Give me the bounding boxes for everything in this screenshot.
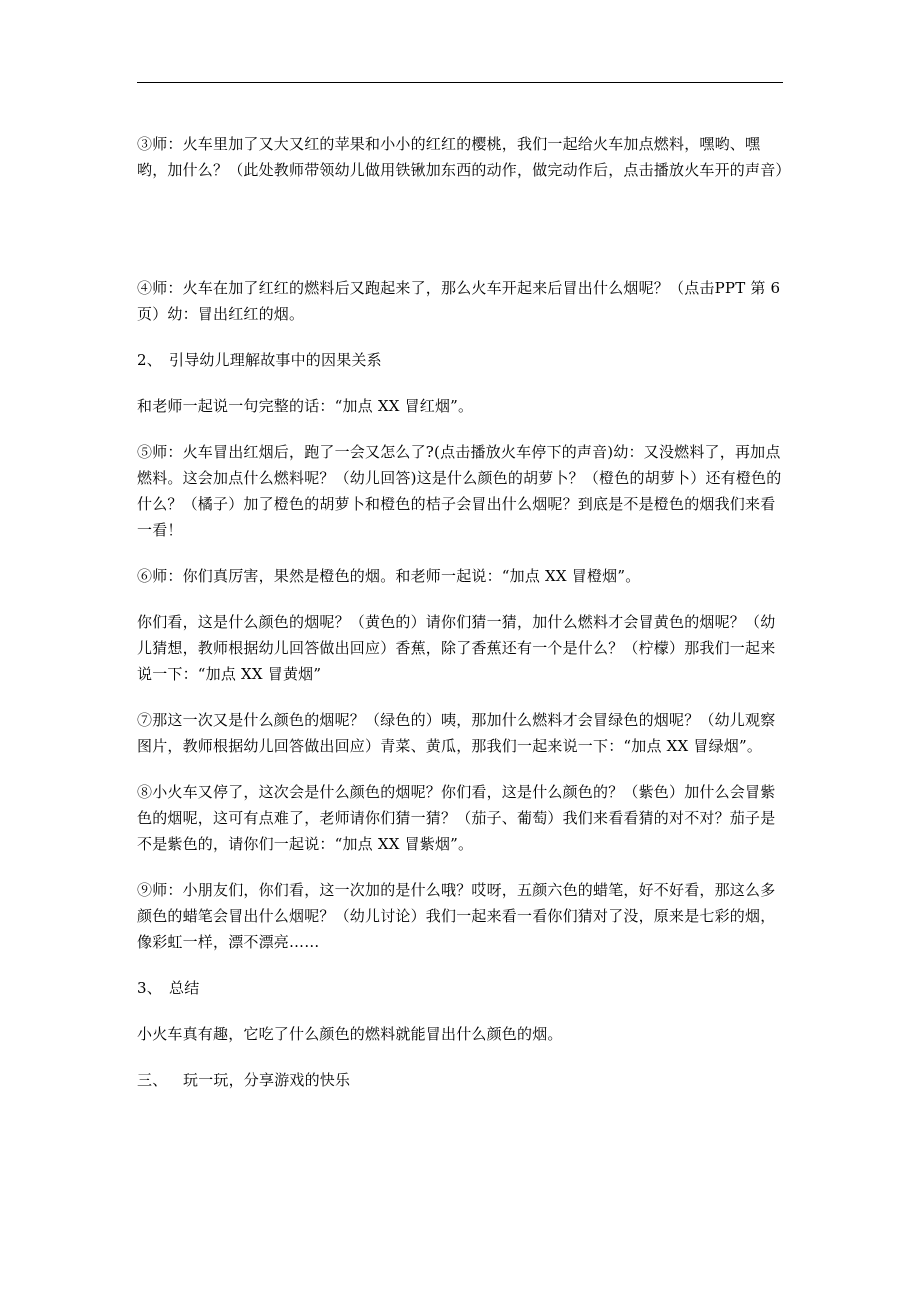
- section-heading-text: 总结: [169, 979, 200, 997]
- paragraph-step-5: ⑤师：火车冒出红烟后，跑了一会又怎么了?(点击播放火车停下的声音)幼：又没燃料了，再加点燃料。这会加点什么燃料呢？（幼儿回答)这是什么颜色的胡萝卜？（橙色的胡萝卜）还有橙色的什么？（橘子）加了橙色的胡萝卜和橙色的桔子会冒出什么烟呢？到底是不是橙色的烟我们来看一看！: [137, 443, 782, 539]
- paragraph-step-4: ④师：火车在加了红红的燃料后又跑起来了，那么火车开起来后冒出什么烟呢？（点击PPT 第 6 页）幼：冒出红红的烟。: [137, 279, 781, 323]
- section-heading-text: 玩一玩，分享游戏的快乐: [183, 1071, 351, 1089]
- document-body: [137, 131, 791, 1113]
- paragraph-step-3: ③师：火车里加了又大又红的苹果和小小的红红的樱桃，我们一起给火车加点燃料，嘿哟、嘿哟，加什么？（此处教师带领幼儿做用铁锹加东西的动作，做完动作后，点击播放火车开的声音）: [137, 135, 791, 179]
- paragraph-step-6: ⑥师：你们真厉害，果然是橙色的烟。和老师一起说：“加点 XX 冒橙烟”。: [137, 567, 641, 585]
- section-heading-number: 3、: [137, 979, 162, 997]
- paragraph-sentence-red: 和老师一起说一句完整的话：“加点 XX 冒红烟”。: [137, 397, 474, 415]
- section-heading-text: 引导幼儿理解故事中的因果关系: [169, 351, 382, 369]
- paragraph-yellow: 你们看，这是什么颜色的烟呢？（黄色的）请你们猜一猜，加什么燃料才会冒黄色的烟呢？（幼儿猜想，教师根据幼儿回答做出回应）香蕉，除了香蕉还有一个是什么？（柠檬）那我们一起来说一下：“加点 XX 冒黄烟”: [137, 613, 776, 683]
- paragraph-summary: 小火车真有趣，它吃了什么颜色的燃料就能冒出什么颜色的烟。: [137, 1025, 563, 1043]
- section-heading-number: 2、: [137, 351, 162, 369]
- paragraph-step-7: ⑦那这一次又是什么颜色的烟呢？（绿色的）咦，那加什么燃料才会冒绿色的烟呢？（幼儿观察图片，教师根据幼儿回答做出回应）青菜、黄瓜，那我们一起来说一下：“加点 XX 冒绿烟”。: [137, 711, 776, 755]
- paragraph-step-8: ⑧小火车又停了，这次会是什么颜色的烟呢？你们看，这是什么颜色的？（紫色）加什么会冒紫色的烟呢，这可有点难了，老师请你们猜一猜？（茄子、葡萄）我们来看看猜的对不对？茄子是不是紫色的，请你们一起说：“加点 XX 冒紫烟”。: [137, 783, 776, 853]
- section-heading-number: 三、: [137, 1071, 168, 1089]
- section-heading-2: [137, 347, 787, 373]
- paragraph-step-9: ⑨师：小朋友们，你们看，这一次加的是什么哦？哎呀，五颜六色的蜡笔，好不好看，那这么多颜色的蜡笔会冒出什么烟呢？（幼儿讨论）我们一起来看一看你们猜对了没，原来是七彩的烟，像彩虹一样，漂不漂亮……: [137, 881, 776, 951]
- section-heading-three: [137, 1067, 787, 1093]
- section-heading-3: [137, 975, 787, 1001]
- header-rule: [137, 82, 783, 83]
